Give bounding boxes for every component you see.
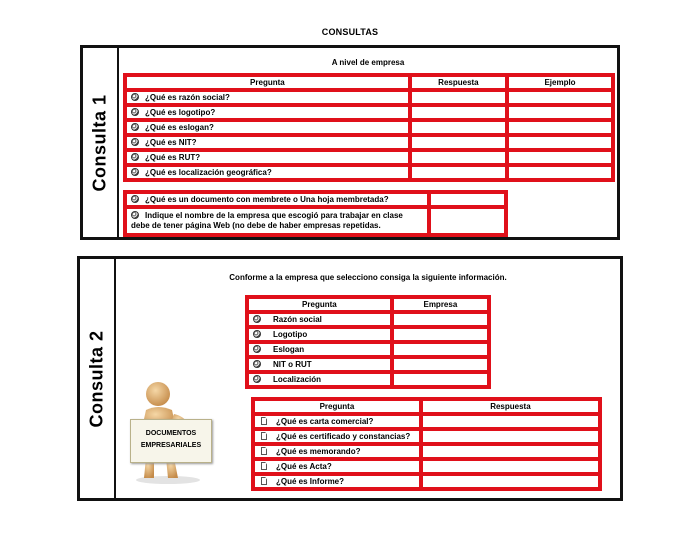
answer-cell[interactable] — [410, 90, 507, 105]
header-ejemplo: Ejemplo — [507, 75, 613, 90]
document-icon — [261, 447, 267, 455]
answer-cell[interactable] — [410, 120, 507, 135]
table-row — [247, 327, 489, 342]
consulta-1-table — [123, 73, 615, 182]
table-row — [125, 192, 506, 207]
question-text: ¿Qué es razón social? — [145, 93, 230, 102]
table-row — [247, 372, 489, 387]
example-cell[interactable] — [507, 135, 613, 150]
globe-icon — [131, 93, 139, 101]
consulta-2-label: Consulta 2 — [86, 329, 107, 428]
question-text: NIT o RUT — [273, 360, 312, 369]
globe-icon — [131, 168, 139, 176]
table-row — [253, 444, 600, 459]
question-text: ¿Qué es certificado y constancias? — [276, 432, 411, 441]
table-header-row — [253, 399, 600, 414]
question-text: Indique el nombre de la empresa que escogió para trabajar en clase debe de tener página Web (no debe de haber empresas repetidas. — [131, 211, 403, 230]
answer-cell[interactable] — [410, 105, 507, 120]
answer-cell[interactable] — [429, 192, 506, 207]
table-row — [125, 105, 613, 120]
company-cell[interactable] — [392, 327, 489, 342]
answer-cell[interactable] — [421, 429, 600, 444]
table-row — [253, 429, 600, 444]
question-text: ¿Qué es Acta? — [276, 462, 332, 471]
globe-icon — [253, 375, 261, 383]
answer-cell[interactable] — [421, 474, 600, 489]
question-text: ¿Qué es memorando? — [276, 447, 361, 456]
globe-icon — [253, 345, 261, 353]
header-respuesta: Respuesta — [410, 75, 507, 90]
globe-icon — [253, 330, 261, 338]
table-header-row — [247, 297, 489, 312]
question-text: Localización — [273, 375, 322, 384]
header-empresa: Empresa — [392, 297, 489, 312]
example-cell[interactable] — [507, 120, 613, 135]
table-header-row — [125, 75, 613, 90]
table-row — [125, 90, 613, 105]
answer-cell[interactable] — [410, 135, 507, 150]
example-cell[interactable] — [507, 150, 613, 165]
example-cell[interactable] — [507, 165, 613, 180]
document-icon — [261, 432, 267, 440]
company-cell[interactable] — [392, 357, 489, 372]
document-icon — [261, 477, 267, 485]
table-row — [125, 207, 506, 235]
answer-cell[interactable] — [429, 207, 506, 235]
globe-icon — [131, 153, 139, 161]
company-cell[interactable] — [392, 312, 489, 327]
question-text: Razón social — [273, 315, 322, 324]
table-row — [247, 357, 489, 372]
header-respuesta: Respuesta — [421, 399, 600, 414]
table-row — [125, 150, 613, 165]
globe-icon — [131, 195, 139, 203]
example-cell[interactable] — [507, 105, 613, 120]
answer-cell[interactable] — [421, 459, 600, 474]
consulta-2-table — [245, 295, 491, 389]
table-row — [247, 342, 489, 357]
consulta-1-label: Consulta 1 — [89, 93, 110, 192]
question-text: ¿Qué es un documento con membrete o Una hoja membretada? — [145, 195, 389, 204]
globe-icon — [131, 108, 139, 116]
table-row — [125, 165, 613, 180]
question-text: ¿Qué es NIT? — [145, 138, 197, 147]
consulta-1-table-2 — [123, 190, 508, 237]
globe-icon — [131, 138, 139, 146]
header-pregunta: Pregunta — [253, 399, 421, 414]
document-icon — [261, 462, 267, 470]
answer-cell[interactable] — [410, 165, 507, 180]
page-title: CONSULTAS — [321, 27, 379, 37]
figure-holding-sign — [118, 380, 218, 485]
consulta-1-caption: A nivel de empresa — [331, 58, 405, 67]
document-icon — [261, 417, 267, 425]
consulta-2-side — [80, 259, 116, 498]
question-text: ¿Qué es carta comercial? — [276, 417, 374, 426]
table-row — [253, 459, 600, 474]
table-row — [125, 135, 613, 150]
table-row — [247, 312, 489, 327]
sign-line-2: EMPRESARIALES — [140, 442, 202, 449]
question-text: Logotipo — [273, 330, 308, 339]
consulta-1-side — [83, 48, 119, 237]
globe-icon — [253, 360, 261, 368]
consulta-2-caption: Conforme a la empresa que selecciono consiga la siguiente información. — [229, 273, 507, 282]
documentos-sign — [130, 419, 212, 463]
company-cell[interactable] — [392, 372, 489, 387]
globe-icon — [131, 123, 139, 131]
question-text: ¿Qué es Informe? — [276, 477, 345, 486]
company-cell[interactable] — [392, 342, 489, 357]
question-text: ¿Qué es localización geográfica? — [145, 168, 272, 177]
question-text: Eslogan — [273, 345, 305, 354]
globe-icon — [253, 315, 261, 323]
consulta-1-panel — [80, 45, 620, 240]
question-text: ¿Qué es eslogan? — [145, 123, 214, 132]
table-row — [253, 474, 600, 489]
answer-cell[interactable] — [410, 150, 507, 165]
table-row — [253, 414, 600, 429]
consulta-2-table-2 — [251, 397, 602, 491]
header-pregunta: Pregunta — [125, 75, 410, 90]
table-row — [125, 120, 613, 135]
sign-line-1: DOCUMENTOS — [145, 430, 197, 437]
globe-icon — [131, 211, 139, 219]
header-pregunta: Pregunta — [247, 297, 392, 312]
question-text: ¿Qué es RUT? — [145, 153, 201, 162]
example-cell[interactable] — [507, 90, 613, 105]
question-text: ¿Qué es logotipo? — [145, 108, 216, 117]
answer-cell[interactable] — [421, 444, 600, 459]
answer-cell[interactable] — [421, 414, 600, 429]
